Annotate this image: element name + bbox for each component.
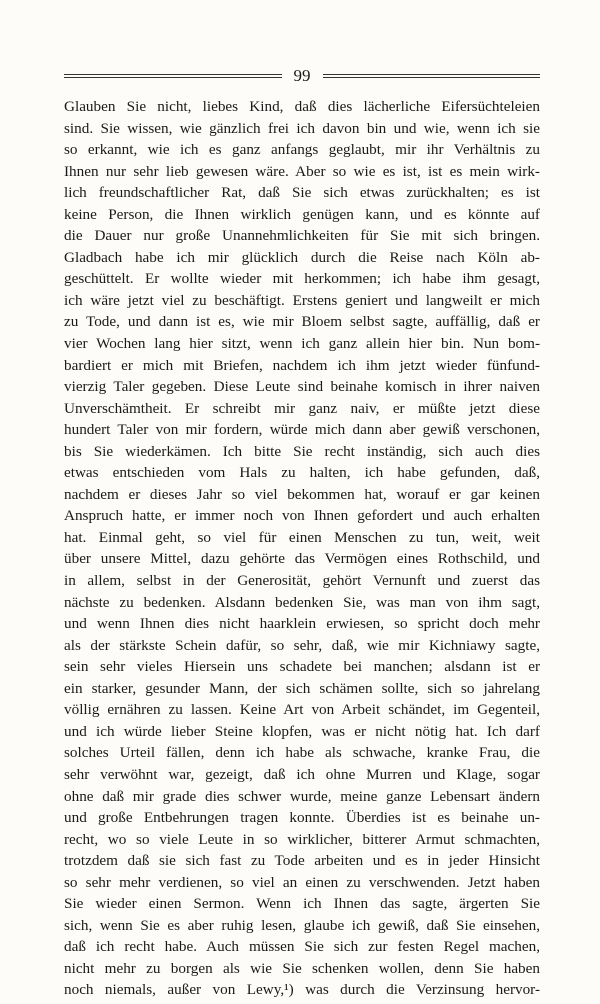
text-line: und große Entbehrungen tragen konnte. Überdies ist es beinahe un- bbox=[64, 809, 540, 827]
text-line: solches Urteil fällen, denn ich habe als schwache, kranke Frau, die bbox=[64, 744, 540, 762]
text-line: lich freundschaftlicher Rat, daß Sie sich etwas zurückhalten; es ist bbox=[64, 184, 540, 202]
text-line: vier Wochen lang hier sitzt, wenn ich ganz allein hier bin. Nun bom- bbox=[64, 335, 540, 353]
text-line: Gladbach habe ich mir glücklich durch die Reise nach Köln ab- bbox=[64, 248, 540, 266]
text-line: nächste zu bedenken. Alsdann bedenken Sie, was man von ihm sagt, bbox=[64, 593, 540, 611]
text-line: hundert Taler von mir fordern, würde mich dann aber gewiß verschonen, bbox=[64, 421, 540, 439]
text-line: sind. Sie wissen, wie gänzlich frei ich davon bin und wie, wenn ich sie bbox=[64, 119, 540, 137]
text-line: etwas entschieden vom Hals zu halten, ich habe gefunden, daß, bbox=[64, 464, 540, 482]
text-line: über unsere Mittel, dazu gehörte das Vermögen eines Rothschild, und bbox=[64, 550, 540, 568]
text-line: in allem, selbst in der Generosität, gehört Vernunft und zuerst das bbox=[64, 572, 540, 590]
text-line: völlig ernähren zu lassen. Keine Art von Arbeit schändet, im Gegenteil, bbox=[64, 701, 540, 719]
text-line: nachdem er dieses Jahr so viel bekommen hat, worauf er gar keinen bbox=[64, 485, 540, 503]
text-line: keine Person, die Ihnen wirklich genügen kann, und es könnte auf bbox=[64, 205, 540, 223]
text-line: Anspruch hatte, er immer noch von Ihnen gefordert und auch erhalten bbox=[64, 507, 540, 525]
header-rule-left bbox=[64, 74, 282, 78]
text-line: Unverschämtheit. Er schreibt mir ganz naiv, er müßte jetzt diese bbox=[64, 399, 540, 417]
page-number: 99 bbox=[293, 66, 311, 85]
text-line: und ich würde lieber Steine klopfen, was er nicht nötig hat. Ich darf bbox=[64, 722, 540, 740]
text-line: zu Tode, und dann ist es, wie mir Bloem selbst sagte, auffällig, daß er bbox=[64, 313, 540, 331]
text-line: Glauben Sie nicht, liebes Kind, daß dies lächerliche Eifersüchteleien bbox=[64, 98, 540, 115]
text-line: hat. Einmal geht, so viel für einen Menschen zu tun, weit, weit bbox=[64, 528, 540, 546]
text-line: sein sehr vieles Hiersein uns schadete bei manchen; alsdann ist er bbox=[64, 658, 540, 676]
text-line: ohne daß mir grade dies schwer wurde, meine ganze Lebensart ändern bbox=[64, 787, 540, 805]
page-header bbox=[64, 64, 540, 88]
text-line: sehr verwöhnt war, gezeigt, daß ich ohne Murren und Klage, sogar bbox=[64, 765, 540, 783]
text-line: bis Sie wiederkämen. Ich bitte Sie recht inständig, sich auch dies bbox=[64, 442, 540, 460]
text-line: so erkannt, wie ich es ganz anfangs geglaubt, mir ihr Verhältnis zu bbox=[64, 141, 540, 159]
text-line: ein starker, gesunder Mann, der sich schämen sollte, sich so jahrelang bbox=[64, 679, 540, 697]
text-line: geschüttelt. Er wollte wieder mit herkommen; ich habe ihm gesagt, bbox=[64, 270, 540, 288]
text-line: die Dauer nur große Unannehmlichkeiten für Sie mit sich bringen. bbox=[64, 227, 540, 245]
text-line: daß ich recht habe. Auch müssen Sie sich zur festen Regel machen, bbox=[64, 938, 540, 956]
text-line: Ihnen nur sehr lieb gewesen wäre. Aber so wie es ist, ist es mein wirk- bbox=[64, 162, 540, 180]
text-line: vierzig Taler gegeben. Diese Leute sind beinahe komisch in ihrer naiven bbox=[64, 378, 540, 396]
text-line: Sie wieder einen Sermon. Wenn ich Ihnen das sagte, ärgerten Sie bbox=[64, 895, 540, 913]
text-line: bardiert er mich mit Briefen, nachdem ich ihm jetzt wieder fünfund- bbox=[64, 356, 540, 374]
text-line: sich, wenn Sie es aber ruhig lesen, glaube ich gewiß, daß Sie einsehen, bbox=[64, 916, 540, 934]
text-line: ich wäre jetzt viel zu beschäftigt. Erstens geniert und langweilt er mich bbox=[64, 291, 540, 309]
letter-text bbox=[64, 96, 540, 1001]
text-line: so sehr mehr verdienen, so viel an einen zu verschwenden. Jetzt haben bbox=[64, 873, 540, 891]
text-line: nicht mehr zu borgen als wie Sie schenken wollen, denn Sie haben bbox=[64, 959, 540, 977]
text-line: als der stärkste Schein dafür, so sehr, daß, wie mir Kichniawy sagte, bbox=[64, 636, 540, 654]
text-line: und wenn Ihnen dies nicht haarklein erwiesen, so spricht doch mehr bbox=[64, 615, 540, 633]
text-line: trotzdem daß sie sich fast zu Tode arbeiten und es in jeder Hinsicht bbox=[64, 852, 540, 870]
text-line: noch niemals, außer von Lewy,¹) was durch die Verzinsung hervor- bbox=[64, 981, 540, 999]
text-line: recht, wo so viele Leute in so wirklicher, bitterer Armut schmachten, bbox=[64, 830, 540, 848]
header-rule-right bbox=[323, 74, 541, 78]
